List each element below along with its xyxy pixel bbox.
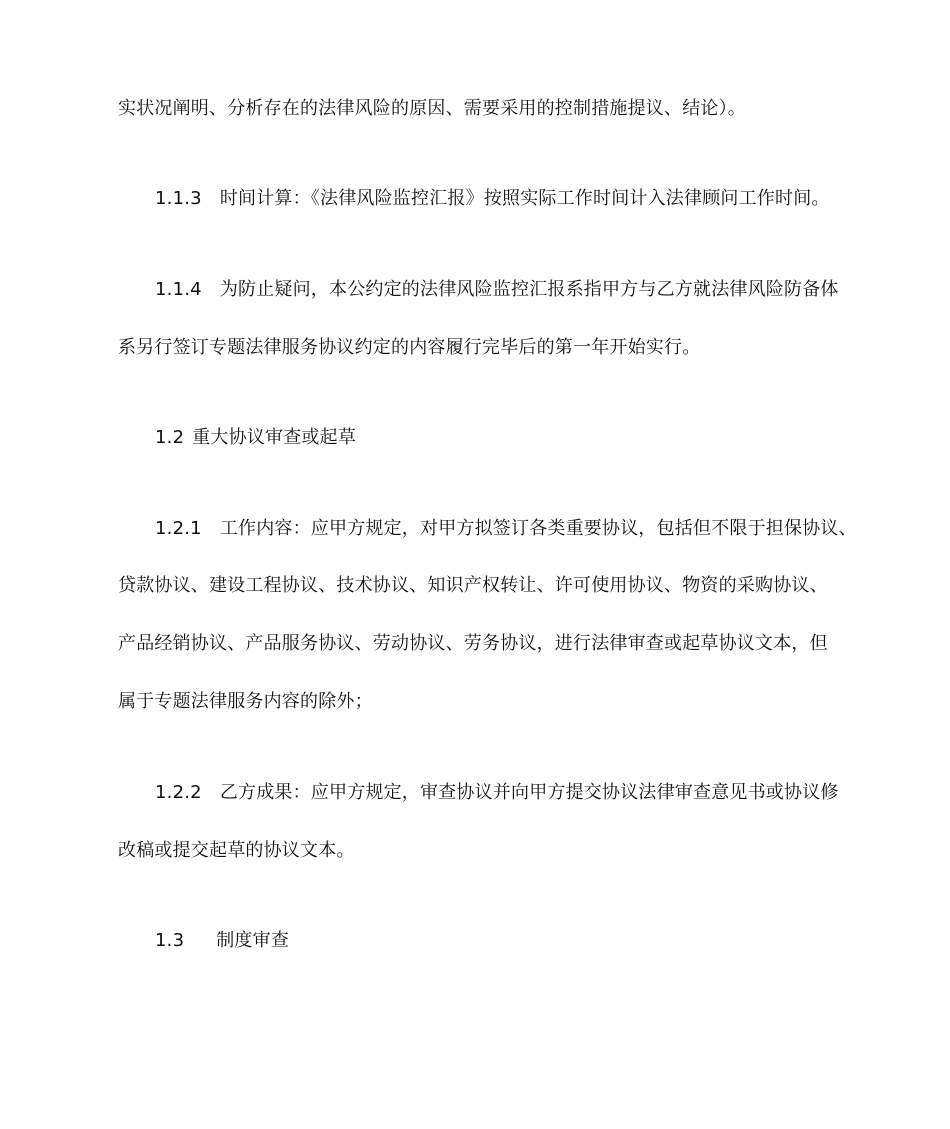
section-title: 重大协议审查或起草 (192, 427, 357, 448)
section-number: 1.2 (155, 427, 185, 448)
paragraph-line: 改稿或提交起草的协议文本。 (118, 840, 355, 861)
clause-text: 乙方成果：应甲方规定，审查协议并向甲方提交协议法律审查意见书或协议修 (219, 782, 839, 803)
paragraph-line: 贷款协议、建设工程协议、技术协议、知识产权转让、许可使用协议、物资的采购协议、 (118, 575, 828, 596)
section-heading-1-2 (155, 426, 356, 450)
section-number: 1.3 (155, 930, 185, 951)
clause-text: 为防止疑问，本公约定的法律风险监控汇报系指甲方与乙方就法律风险防备体 (219, 279, 839, 300)
paragraph-line: 实状况阐明、分析存在的法律风险的原因、需要采用的控制措施提议、结论）。 (118, 98, 746, 119)
paragraph-line: 属于专题法律服务内容的除外； (118, 691, 373, 712)
clause-1-1-4 (155, 278, 839, 302)
clause-number: 1.2.1 (155, 518, 202, 539)
section-title: 制度审查 (216, 930, 290, 951)
paragraph-line: 产品经销协议、产品服务协议、劳动协议、劳务协议，进行法律审查或起草协议文本，但 (118, 633, 828, 654)
clause-1-2-2 (155, 781, 839, 805)
clause-number: 1.1.4 (155, 279, 202, 300)
paragraph-line: 系另行签订专题法律服务协议约定的内容履行完毕后的第一年开始实行。 (118, 337, 701, 358)
clause-text: 时间计算：《法律风险监控汇报》按照实际工作时间计入法律顾问工作时间。 (219, 188, 830, 209)
clause-text: 工作内容：应甲方规定，对甲方拟签订各类重要协议，包括但不限于担保协议、 (219, 518, 857, 539)
clause-number: 1.1.3 (155, 188, 202, 209)
clause-1-1-3 (155, 187, 830, 211)
section-heading-1-3 (155, 929, 289, 953)
clause-1-2-1 (155, 517, 857, 541)
clause-number: 1.2.2 (155, 782, 202, 803)
